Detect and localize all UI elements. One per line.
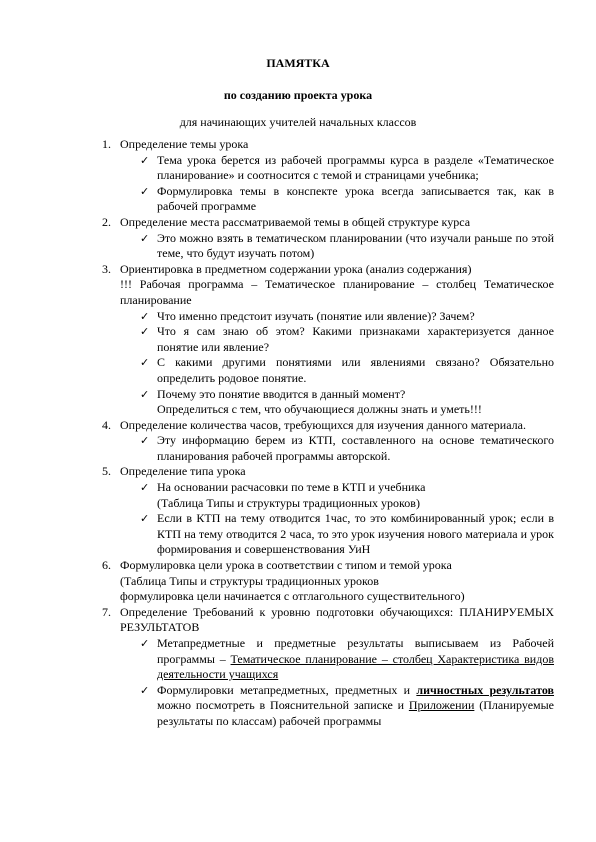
- bullet-item: [0, 309, 596, 325]
- bullet-item: [0, 355, 596, 386]
- item-number: 4.: [102, 417, 111, 432]
- checkmark-icon: ✓: [140, 637, 150, 650]
- note-line: формулировка цели начинается с отглагольного существительного): [120, 589, 465, 604]
- item-heading: Определение темы урока: [120, 137, 249, 151]
- bullet-text: Если в КТП на тему отводится 1час, то это комбинированный урок; если в КТП на тему отводится 2 часа, то это урок изучения нового материала и урок формирования и совершенствования УиН: [157, 511, 554, 557]
- bullet-text: С какими другими понятиями или явлениями связано? Обязательно определить родовое понятие.: [157, 355, 554, 385]
- item-heading: Определение типа урока: [120, 464, 246, 479]
- bullet-item: [0, 153, 596, 184]
- bullet-text: Формулировка темы в конспекте урока всегда записывается так, как в рабочей программе: [157, 183, 554, 214]
- bullet-text: Что именно предстоит изучать (понятие или явление)? Зачем?: [157, 308, 475, 323]
- document-title: ПАМЯТКА: [266, 56, 330, 70]
- bullet-text: На основании расчасовки по теме в КТП и учебника: [157, 480, 426, 495]
- checkmark-icon: ✓: [140, 512, 150, 526]
- item-heading: Определение места рассматриваемой темы в общей структуре курса: [120, 214, 471, 229]
- item-heading: Определение количества часов, требующихся для изучения данного материала.: [120, 417, 526, 432]
- list-item: [0, 418, 596, 434]
- bullet-item: [0, 511, 596, 558]
- item-number: 2.: [102, 214, 111, 229]
- checkmark-icon: ✓: [140, 481, 150, 495]
- bullet-item: [0, 433, 596, 464]
- underlined-reference: Тематическое планирование – столбец Характеристика видов деятельности учащихся: [157, 651, 555, 682]
- checkmark-icon: ✓: [140, 387, 150, 401]
- bullet-text: Почему это понятие вводится в данный момент?: [157, 386, 406, 401]
- bullet-item: [0, 480, 596, 496]
- bullet-text: [157, 683, 554, 730]
- list-item: [0, 215, 596, 231]
- bullet-item: [0, 231, 596, 262]
- bullet-text: [157, 636, 554, 683]
- bullet-text-part: Метапредметные и предметные результаты выписываем из Рабочей программы –: [157, 636, 554, 666]
- item-number: 6.: [102, 558, 111, 573]
- item-number: 5.: [102, 464, 111, 479]
- bullet-continuation: Определиться с тем, что обучающиеся должны знать и уметь!!!: [157, 402, 482, 417]
- bullet-text: Эту информацию берем из КТП, составленного на основе тематического планирования рабочей программы авторской.: [157, 433, 554, 463]
- checkmark-icon: ✓: [140, 683, 150, 697]
- checkmark-icon: ✓: [140, 325, 150, 339]
- bullet-item: [0, 683, 596, 730]
- checkmark-icon: ✓: [140, 231, 150, 245]
- item-heading: Ориентировка в предметном содержании урока (анализ содержания): [120, 261, 472, 276]
- numbered-list: [0, 137, 596, 730]
- list-item: [0, 558, 596, 574]
- list-item: [0, 605, 596, 636]
- checkmark-icon: ✓: [140, 184, 150, 198]
- list-item: [0, 262, 596, 278]
- bullet-item: [0, 636, 596, 683]
- document-intro: для начинающих учителей начальных классов: [179, 115, 417, 129]
- list-item: [0, 137, 596, 153]
- checkmark-icon: ✓: [140, 153, 150, 167]
- item-number: 7.: [102, 604, 111, 619]
- bullet-text-part: Формулировки метапредметных, предметных и: [157, 682, 417, 697]
- bullet-item: [0, 324, 596, 355]
- item-number: 1.: [102, 137, 111, 151]
- bullet-continuation: (Таблица Типы и структуры традиционных уроков): [157, 495, 420, 510]
- bullet-text: Это можно взять в тематическом планировании (что изучали раньше по этой теме, что будут изучать потом): [157, 230, 554, 261]
- document-subtitle: по созданию проекта урока: [223, 88, 373, 102]
- note-line: (Таблица Типы и структуры традиционных уроков: [120, 573, 379, 588]
- bullet-text-part: можно посмотреть в Пояснительной записке и: [157, 698, 409, 713]
- document-body: [0, 56, 596, 730]
- item-heading: Формулировка цели урока в соответствии с типом и темой урока: [120, 558, 452, 573]
- bullet-text: Тема урока берется из рабочей программы курса в разделе «Тематическое планирование» и соотносится с темой и страницами учебника;: [157, 152, 554, 183]
- bullet-item: [0, 184, 596, 215]
- list-item: [0, 464, 596, 480]
- underlined-reference: Приложении: [408, 698, 475, 713]
- note-line: !!! Рабочая программа – Тематическое планирование – столбец Тематическое планирование: [120, 277, 554, 307]
- checkmark-icon: ✓: [140, 434, 150, 448]
- checkmark-icon: ✓: [140, 356, 150, 370]
- item-heading: Определение Требований к уровню подготовки обучающихся: ПЛАНИРУЕМЫХ РЕЗУЛЬТАТОВ: [120, 604, 554, 635]
- bullet-item: [0, 387, 596, 403]
- item-number: 3.: [102, 261, 111, 276]
- bullet-text-part: (Планируемые результаты по классам) рабочей программы: [157, 698, 555, 728]
- bold-underlined-term: личностных результатов: [416, 682, 555, 697]
- bullet-text: Что я сам знаю об этом? Какими признаками характеризуется данное понятие или явление?: [157, 324, 554, 354]
- checkmark-icon: ✓: [140, 309, 150, 323]
